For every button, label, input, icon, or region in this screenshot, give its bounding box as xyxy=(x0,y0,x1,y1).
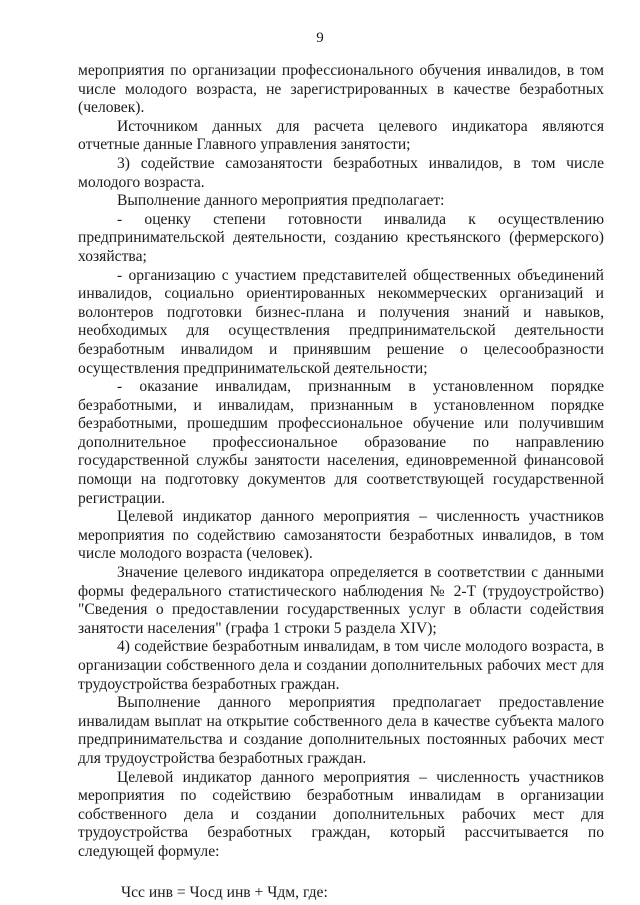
list-item-assessment: - оценку степени готовности инвалида к осуществлению предпринимательской деятельности, созданию крестьянского (фермерского) хозяйства; xyxy=(78,210,604,265)
paragraph-indicator-value: Значение целевого индикатора определяется в соответствии с данными формы федерального статистического наблюдения № 2-Т (трудоустройство) "Сведения о предоставлении государственных услуг в области содействия занятости населения" (графа 1 строки 5 раздела XIV); xyxy=(78,564,604,637)
document-body xyxy=(78,62,604,902)
paragraph-data-source: Источником данных для расчета целевого индикатора являются отчетные данные Главного управления занятости; xyxy=(78,117,604,154)
formula: Чсс инв = Чосд инв + Чдм, где: xyxy=(121,883,328,901)
list-item-financial-aid: - оказание инвалидам, признанным в установленном порядке безработными, и инвалидам, признанным в установленном порядке безработными, прошедшим профессиональное обучение или получившим дополнительное профессиональное образование по направлению государственной службы занятости населения, единовременной финансовой помощи на подготовку документов для соответствующей государственной регистрации. xyxy=(78,378,604,507)
paragraph-target-indicator: Целевой индикатор данного мероприятия – численность участников мероприятия по содействию самозанятости безработных инвалидов, в том числе молодого возраста (человек). xyxy=(78,508,604,563)
list-item-organization: - организацию с участием представителей общественных объединений инвалидов, социально ориентированных некоммерческих организаций и волонтеров подготовки бизнес-плана и получения знаний и навыков, необходимых для осуществления предпринимательской деятельности безработным инвалидом и принявшим решение о целесообразности осуществления предпринимательской деятельности; xyxy=(78,266,604,377)
paragraph-item-4: 4) содействие безработным инвалидам, в том числе молодого возраста, в организации собственного дела и создании дополнительных рабочих мест для трудоустройства безработных граждан. xyxy=(78,638,604,693)
paragraph-measure-includes: Выполнение данного мероприятия предполагает: xyxy=(117,192,445,210)
paragraph-continuation: мероприятия по организации профессионального обучения инвалидов, в том числе молодого возраста, не зарегистрированных в качестве безработных (человек). xyxy=(78,62,604,117)
paragraph-measure-payments: Выполнение данного мероприятия предполагает предоставление инвалидам выплат на открытие собственного дела в качестве субъекта малого предпринимательства и создание дополнительных постоянных рабочих мест для трудоустройства безработных граждан. xyxy=(78,694,604,767)
page-number: 9 xyxy=(316,30,324,46)
paragraph-target-indicator-formula: Целевой индикатор данного мероприятия – численность участников мероприятия по содействию безработным инвалидам в организации собственного дела и создании дополнительных рабочих мест для трудоустройства безработных граждан, который рассчитывается по следующей формуле: xyxy=(78,768,604,860)
paragraph-item-3: 3) содействие самозанятости безработных инвалидов, в том числе молодого возраста. xyxy=(78,154,604,191)
